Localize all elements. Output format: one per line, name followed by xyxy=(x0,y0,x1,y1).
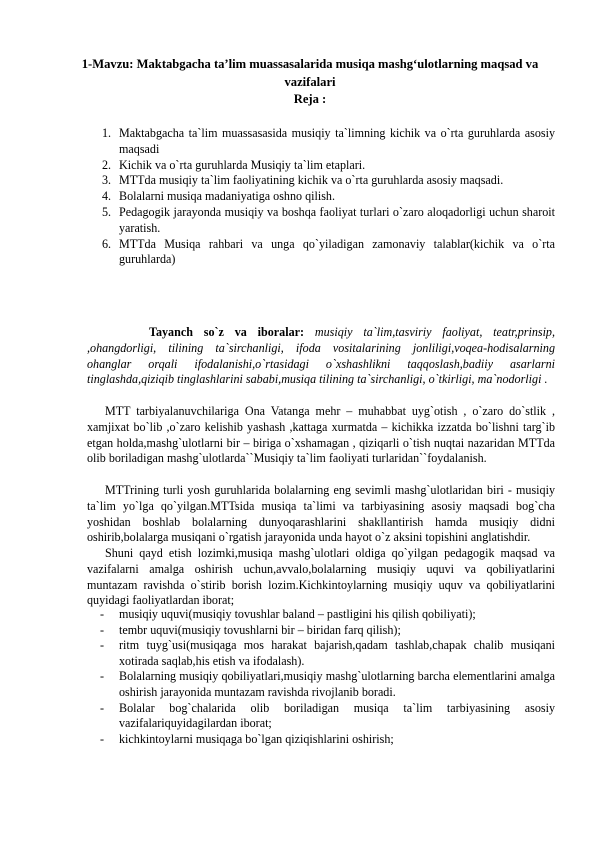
plan-item: 2. Kichik va o`rta guruhlarda Musiqiy ta`lim etaplari. xyxy=(102,157,366,172)
list-item: - tembr uquvi(musiqiy tovushlarni bir – biridan farq qilish); xyxy=(100,622,401,637)
body-paragraph: MTT tarbiyalanuvchilariga Ona Vatanga mehr – muhabbat uyg`otish , o`zaro do`stlik , xamjixat bo`lib ,o`zaro kelishib yashash ,kattaga xurmatda – kichikka izzatda bo`lishni targ`ib etgan holda,mashg`ulotlarni bir – biriga o`xshamagan , qiziqarli o`tish nuqtai nazaridan MTTda olib boriladigan mashg`ulotlarda``Musiqiy ta`lim faoliyati turlaridan``foydalanish. xyxy=(87,404,555,466)
plan-item: 4. Bolalarni musiqa madaniyatiga oshno qilish. xyxy=(102,189,335,204)
body-paragraph: Shuni qayd etish lozimki,musiqa mashg`ulotlari oldiga qo`yilgan pedagogik maqsad va vazifalarni amalga oshirish uchun,avvalo,bolalarning musiqiy uquvi va qobiliyatlarini muntazam ravishda o`stirib borish lozim.Kichkintoylarning musiqiy uquv va qobiliyatlarini quyidagi faoliyatlardan iborat; xyxy=(87,546,555,608)
plan-item: 1. Maktabgacha ta`lim muassasasida musiqiy ta`limning kichik va o`rta guruhlarda asosiy maqsadi xyxy=(102,126,555,156)
plan-list xyxy=(87,126,555,268)
plan-item: 3. MTTda musiqiy ta`lim faoliyatining kichik va o`rta guruhlarda asosiy maqsadi. xyxy=(102,173,504,188)
list-item: - ritm tuyg`usi(musiqaga mos harakat bajarish,qadam tashlab,chapak chalib musiqani xotirada saqlab,his etish va ifodalash). xyxy=(100,638,555,668)
body-paragraph: MTTrining turli yosh guruhlarida bolalarning eng sevimli mashg`ulotlaridan biri - musiqiy ta`lim yo`lga qo`yilgan.MTTsida musiqa ta`limi va tarbiyasining asosiy maqsadi bog`cha yoshidan boshlab bolalarning dunyoqarashlarini shakllantirish hamda musiqiy didni oshirib,bolalarga musiqani o`rgatish jarayonida unda hayot o`z aksini topishini anglatishdir. xyxy=(87,483,555,545)
plan-heading: Reja : xyxy=(293,92,327,106)
document-title: 1-Mavzu: Maktabgacha ta’lim muassasalarida musiqa mashg‘ulotlarning maqsad va vazifalari xyxy=(81,57,539,89)
key-terms-paragraph xyxy=(87,325,555,388)
list-item: - Bolalarning musiqiy qobiliyatlari,musiqiy mashg`ulotlarning barcha elementlarini amalga oshirish jarayonida muntazam ravishda rivojlanib boradi. xyxy=(100,669,555,699)
list-item: - Bolalar bog`chalarida olib boriladigan musiqa ta`lim tarbiyasining asosiy vazifalariquyidagilardan iborat; xyxy=(100,700,555,731)
abilities-list xyxy=(87,607,555,747)
key-terms-list: musiqiy ta`lim,tasviriy faoliyat, teatr,prinsip, ,ohangdorligi, tilining ta`sirchanligi, ifoda vositalarining jonliligi,voqea-hodisalarning ohanglar orqali ifodalanishi,o`rtasidagi o`xshashlikni taqqoslash,badiiy asarlarni tinglashda,qiziqib tinglashlarini sababi,musiqa tilining ta`sirchanligi, o`tkirligi, ma`nodorligi . xyxy=(87,325,555,387)
key-terms-label: Tayanch so`z va iboralar: xyxy=(149,325,305,339)
list-item: - kichkintoylarni musiqaga bo`lgan qiziqishlarini oshirish; xyxy=(100,731,394,746)
plan-item: 6. MTTda Musiqa rahbari va unga qo`yiladigan zamonaviy talablar(kichik va o`rta guruhlarda) xyxy=(102,236,555,267)
list-item: - musiqiy uquvi(musiqiy tovushlar baland – pastligini his qilish qobiliyati); xyxy=(100,607,476,621)
plan-item: 5. Pedagogik jarayonda musiqiy va boshqa faoliyat turlari o`zaro aloqadorligi uchun sharoit yaratish. xyxy=(102,204,555,235)
